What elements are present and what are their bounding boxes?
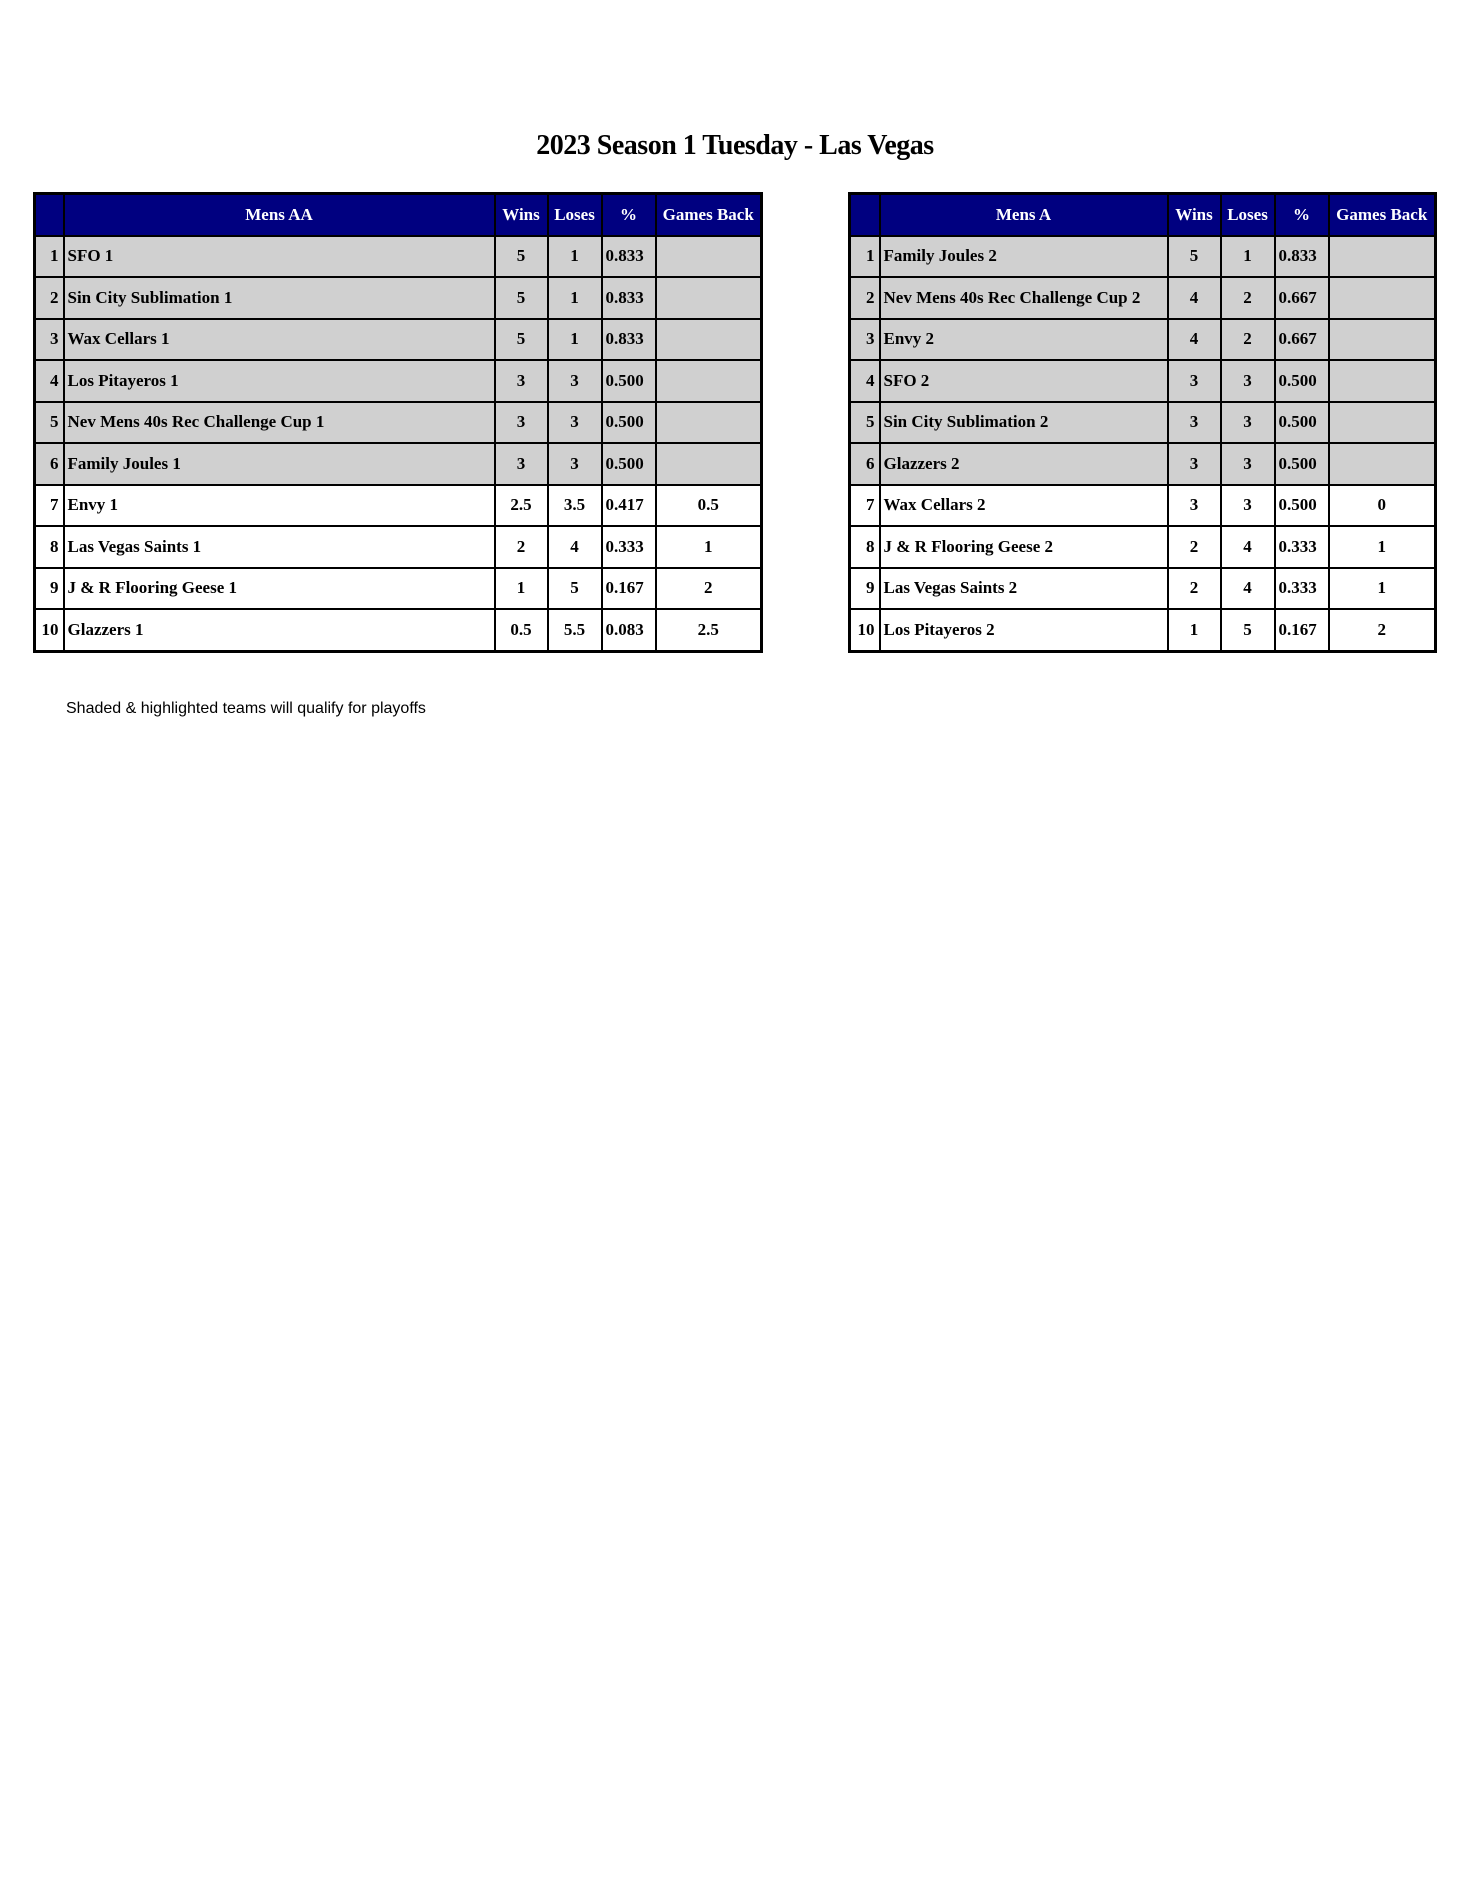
division-header: Mens AA bbox=[64, 194, 495, 236]
table-row bbox=[35, 568, 762, 610]
wins-cell: 1 bbox=[495, 568, 548, 610]
rank-cell: 8 bbox=[35, 526, 64, 568]
games-back-cell: 2 bbox=[1329, 609, 1436, 651]
pct-cell: 0.667 bbox=[1275, 277, 1329, 319]
games-back-cell bbox=[1329, 443, 1436, 485]
team-name-cell: Family Joules 1 bbox=[64, 443, 495, 485]
pct-cell: 0.167 bbox=[602, 568, 656, 610]
table-row bbox=[35, 526, 762, 568]
team-name-cell: Wax Cellars 2 bbox=[880, 485, 1168, 527]
table-row bbox=[35, 443, 762, 485]
pct-cell: 0.833 bbox=[602, 319, 656, 361]
rank-cell: 1 bbox=[35, 236, 64, 278]
mens-a-standings-table bbox=[848, 192, 1437, 653]
rank-cell: 10 bbox=[850, 609, 880, 651]
table-row bbox=[850, 485, 1436, 527]
team-name-cell: SFO 2 bbox=[880, 360, 1168, 402]
pct-cell: 0.500 bbox=[602, 402, 656, 444]
team-name-cell: Family Joules 2 bbox=[880, 236, 1168, 278]
rank-cell: 2 bbox=[850, 277, 880, 319]
pct-cell: 0.667 bbox=[1275, 319, 1329, 361]
mens-aa-standings-table bbox=[33, 192, 763, 653]
games-back-cell bbox=[1329, 277, 1436, 319]
games-back-cell: 1 bbox=[1329, 526, 1436, 568]
loses-cell: 4 bbox=[1221, 526, 1275, 568]
rank-cell: 6 bbox=[35, 443, 64, 485]
loses-cell: 2 bbox=[1221, 319, 1275, 361]
pct-cell: 0.417 bbox=[602, 485, 656, 527]
loses-cell: 3 bbox=[1221, 360, 1275, 402]
team-name-cell: Nev Mens 40s Rec Challenge Cup 2 bbox=[880, 277, 1168, 319]
division-header: Mens A bbox=[880, 194, 1168, 236]
loses-cell: 3.5 bbox=[548, 485, 602, 527]
wins-cell: 3 bbox=[495, 402, 548, 444]
rank-cell: 5 bbox=[850, 402, 880, 444]
pct-header: % bbox=[1275, 194, 1329, 236]
games-back-header: Games Back bbox=[1329, 194, 1436, 236]
rank-cell: 1 bbox=[850, 236, 880, 278]
team-name-cell: Los Pitayeros 2 bbox=[880, 609, 1168, 651]
loses-cell: 5 bbox=[1221, 609, 1275, 651]
wins-cell: 5 bbox=[495, 319, 548, 361]
loses-cell: 3 bbox=[1221, 443, 1275, 485]
team-name-cell: Wax Cellars 1 bbox=[64, 319, 495, 361]
team-name-cell: SFO 1 bbox=[64, 236, 495, 278]
games-back-cell: 1 bbox=[656, 526, 762, 568]
playoff-footnote: Shaded & highlighted teams will qualify for playoffs bbox=[66, 700, 426, 717]
wins-cell: 0.5 bbox=[495, 609, 548, 651]
team-name-cell: Sin City Sublimation 2 bbox=[880, 402, 1168, 444]
games-back-cell: 2.5 bbox=[656, 609, 762, 651]
team-name-cell: Los Pitayeros 1 bbox=[64, 360, 495, 402]
team-name-cell: Sin City Sublimation 1 bbox=[64, 277, 495, 319]
games-back-cell bbox=[656, 360, 762, 402]
rank-cell: 2 bbox=[35, 277, 64, 319]
rank-header bbox=[850, 194, 880, 236]
loses-cell: 1 bbox=[548, 277, 602, 319]
rank-cell: 8 bbox=[850, 526, 880, 568]
pct-cell: 0.333 bbox=[602, 526, 656, 568]
pct-cell: 0.500 bbox=[1275, 360, 1329, 402]
team-name-cell: Las Vegas Saints 2 bbox=[880, 568, 1168, 610]
table-row bbox=[850, 277, 1436, 319]
table-row bbox=[35, 485, 762, 527]
loses-cell: 1 bbox=[548, 236, 602, 278]
wins-cell: 2 bbox=[1168, 568, 1221, 610]
pct-cell: 0.333 bbox=[1275, 526, 1329, 568]
table-row bbox=[850, 526, 1436, 568]
table-row bbox=[35, 277, 762, 319]
wins-cell: 2 bbox=[1168, 526, 1221, 568]
games-back-cell: 1 bbox=[1329, 568, 1436, 610]
wins-header: Wins bbox=[495, 194, 548, 236]
rank-cell: 7 bbox=[850, 485, 880, 527]
table-row bbox=[850, 609, 1436, 651]
pct-cell: 0.833 bbox=[602, 277, 656, 319]
table-row bbox=[850, 568, 1436, 610]
wins-cell: 1 bbox=[1168, 609, 1221, 651]
team-name-cell: Glazzers 2 bbox=[880, 443, 1168, 485]
games-back-cell bbox=[656, 402, 762, 444]
loses-cell: 3 bbox=[548, 402, 602, 444]
pct-cell: 0.833 bbox=[1275, 236, 1329, 278]
team-name-cell: Nev Mens 40s Rec Challenge Cup 1 bbox=[64, 402, 495, 444]
table-row bbox=[35, 236, 762, 278]
loses-cell: 3 bbox=[1221, 402, 1275, 444]
table-header-row bbox=[35, 194, 762, 236]
wins-cell: 5 bbox=[495, 236, 548, 278]
pct-cell: 0.500 bbox=[1275, 402, 1329, 444]
pct-cell: 0.833 bbox=[602, 236, 656, 278]
page-title: 2023 Season 1 Tuesday - Las Vegas bbox=[536, 130, 934, 161]
pct-cell: 0.167 bbox=[1275, 609, 1329, 651]
wins-cell: 5 bbox=[495, 277, 548, 319]
wins-cell: 2.5 bbox=[495, 485, 548, 527]
loses-cell: 4 bbox=[548, 526, 602, 568]
wins-cell: 3 bbox=[1168, 360, 1221, 402]
wins-cell: 4 bbox=[1168, 277, 1221, 319]
rank-cell: 4 bbox=[35, 360, 64, 402]
table-row bbox=[850, 360, 1436, 402]
wins-cell: 4 bbox=[1168, 319, 1221, 361]
team-name-cell: J & R Flooring Geese 2 bbox=[880, 526, 1168, 568]
rank-cell: 5 bbox=[35, 402, 64, 444]
games-back-cell bbox=[1329, 236, 1436, 278]
games-back-cell bbox=[656, 319, 762, 361]
loses-cell: 5 bbox=[548, 568, 602, 610]
team-name-cell: Las Vegas Saints 1 bbox=[64, 526, 495, 568]
table-row bbox=[35, 402, 762, 444]
loses-header: Loses bbox=[1221, 194, 1275, 236]
pct-cell: 0.500 bbox=[602, 360, 656, 402]
loses-cell: 2 bbox=[1221, 277, 1275, 319]
loses-cell: 4 bbox=[1221, 568, 1275, 610]
rank-cell: 9 bbox=[35, 568, 64, 610]
games-back-cell bbox=[656, 236, 762, 278]
team-name-cell: Glazzers 1 bbox=[64, 609, 495, 651]
table-row bbox=[35, 360, 762, 402]
wins-cell: 5 bbox=[1168, 236, 1221, 278]
rank-header bbox=[35, 194, 64, 236]
wins-cell: 3 bbox=[1168, 443, 1221, 485]
games-back-cell: 0.5 bbox=[656, 485, 762, 527]
wins-cell: 3 bbox=[495, 360, 548, 402]
loses-cell: 3 bbox=[1221, 485, 1275, 527]
rank-cell: 6 bbox=[850, 443, 880, 485]
pct-cell: 0.500 bbox=[1275, 485, 1329, 527]
wins-cell: 3 bbox=[1168, 402, 1221, 444]
wins-cell: 3 bbox=[495, 443, 548, 485]
games-back-cell bbox=[656, 277, 762, 319]
rank-cell: 9 bbox=[850, 568, 880, 610]
loses-cell: 1 bbox=[1221, 236, 1275, 278]
loses-cell: 3 bbox=[548, 443, 602, 485]
pct-cell: 0.500 bbox=[602, 443, 656, 485]
pct-cell: 0.083 bbox=[602, 609, 656, 651]
table-row bbox=[35, 319, 762, 361]
rank-cell: 3 bbox=[850, 319, 880, 361]
table-row bbox=[850, 402, 1436, 444]
pct-header: % bbox=[602, 194, 656, 236]
games-back-cell bbox=[1329, 360, 1436, 402]
games-back-cell bbox=[1329, 319, 1436, 361]
games-back-cell: 2 bbox=[656, 568, 762, 610]
wins-header: Wins bbox=[1168, 194, 1221, 236]
rank-cell: 10 bbox=[35, 609, 64, 651]
team-name-cell: Envy 2 bbox=[880, 319, 1168, 361]
wins-cell: 2 bbox=[495, 526, 548, 568]
table-row bbox=[35, 609, 762, 651]
games-back-cell bbox=[656, 443, 762, 485]
loses-header: Loses bbox=[548, 194, 602, 236]
rank-cell: 3 bbox=[35, 319, 64, 361]
table-row bbox=[850, 443, 1436, 485]
loses-cell: 3 bbox=[548, 360, 602, 402]
games-back-cell: 0 bbox=[1329, 485, 1436, 527]
games-back-cell bbox=[1329, 402, 1436, 444]
team-name-cell: Envy 1 bbox=[64, 485, 495, 527]
loses-cell: 5.5 bbox=[548, 609, 602, 651]
loses-cell: 1 bbox=[548, 319, 602, 361]
pct-cell: 0.500 bbox=[1275, 443, 1329, 485]
table-row bbox=[850, 319, 1436, 361]
wins-cell: 3 bbox=[1168, 485, 1221, 527]
table-header-row bbox=[850, 194, 1436, 236]
games-back-header: Games Back bbox=[656, 194, 762, 236]
rank-cell: 4 bbox=[850, 360, 880, 402]
rank-cell: 7 bbox=[35, 485, 64, 527]
table-row bbox=[850, 236, 1436, 278]
pct-cell: 0.333 bbox=[1275, 568, 1329, 610]
team-name-cell: J & R Flooring Geese 1 bbox=[64, 568, 495, 610]
